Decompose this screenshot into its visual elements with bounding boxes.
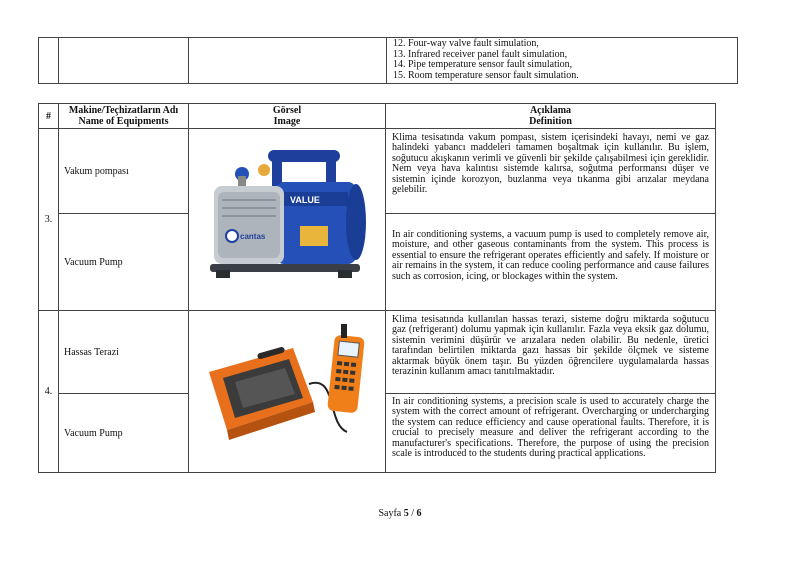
cell-name	[59, 38, 189, 84]
header-image: Görsel Image	[189, 104, 386, 129]
equipment-table	[38, 103, 716, 473]
equipment-name-tr: Hassas Terazi	[59, 311, 189, 394]
vacuum-pump-image	[202, 142, 372, 292]
table-row	[39, 311, 716, 394]
equipment-name-tr: Vakum pompası	[59, 129, 189, 214]
definition-en: In air conditioning systems, a vacuum pump is used to completely remove air, moisture, and other gaseous contaminants from the system. This process is essential to ensure the refrigerant operates efficiently and safely. If moisture or air remains in the system, it can reduce cooling performance and cause failures such as corrosion, icing, or blockages within the system.	[386, 214, 716, 311]
cell-image	[189, 38, 387, 84]
list-item: 13. Infrared receiver panel fault simulation,	[393, 48, 568, 60]
equipment-name-en: Vacuum Pump	[59, 394, 189, 473]
row-number: 4.	[39, 311, 59, 473]
page-label: Sayfa	[378, 508, 402, 519]
page-separator: /	[411, 508, 415, 519]
page-current: 5	[403, 508, 409, 519]
fault-list	[387, 38, 738, 84]
equipment-image	[189, 311, 386, 473]
list-item: 15. Room temperature sensor fault simulation.	[393, 69, 579, 81]
precision-scale-image	[197, 314, 377, 464]
continuation-table	[38, 37, 738, 84]
definition-tr: Klima tesisatında vakum pompası, sistem içerisindeki havayı, nemi ve gaz halindeki yabancı maddeleri tamamen boşaltmak için kullanılır. Bu işlem, soğutucu akışkanın verimli ve güvenli bir şekilde çalışabilmesi için gereklidir. Nem veya hava kalıntısı sistemde kalırsa, soğutma performansı düşer ve sistemin içinde korozyon, buzlanma veya tıkanma gibi arızalar meydana gelebilir.	[386, 129, 716, 214]
page-total: 6	[416, 508, 422, 519]
pump-brand-label: VALUE	[290, 195, 320, 205]
list-item: 12. Four-way valve fault simulation,	[393, 38, 539, 49]
definition-tr: Klima tesisatında kullanılan hassas terazi, sisteme doğru miktarda soğutucu gaz (refrigerant) dolumu yapmak için kullanılır. Fazla veya eksik gaz dolumu, sistemin verimini düşürür ve arızalara neden olabilir. Bu nedenle, üretici tarafından belirtilen miktarda gazı hassas bir şekilde ölçmek ve sisteme aktarmak büyük önem taşır. Bu yüzden öğrencilere uygulamalarda hassas terazinin kullanım amacı tanıtılmaktadır.	[386, 311, 716, 394]
header-row	[39, 104, 716, 129]
equipment-image	[189, 129, 386, 311]
header-number: #	[39, 104, 59, 129]
definition-en: In air conditioning systems, a precision scale is used to accurately charge the system with the correct amount of refrigerant. Overcharging or undercharging the system can reduce efficiency and cause operational faults. Therefore, it is crucial to precisely measure and deliver the refrigerant according to the manufacturer's specifications. Therefore, the purpose of using the precision scale is introduced to the students during practical applications.	[386, 394, 716, 473]
list-item: 14. Pipe temperature sensor fault simulation,	[393, 59, 573, 70]
equipment-name-en: Vacuum Pump	[59, 214, 189, 311]
cell-number	[39, 38, 59, 84]
table-row	[39, 38, 738, 84]
header-definition: Açıklama Definition	[386, 104, 716, 129]
row-number: 3.	[39, 129, 59, 311]
pump-maker-label: cantas	[240, 232, 266, 241]
table-row	[39, 129, 716, 214]
page-footer	[0, 508, 800, 519]
header-name: Makine/Teçhizatların Adı Name of Equipments	[59, 104, 189, 129]
